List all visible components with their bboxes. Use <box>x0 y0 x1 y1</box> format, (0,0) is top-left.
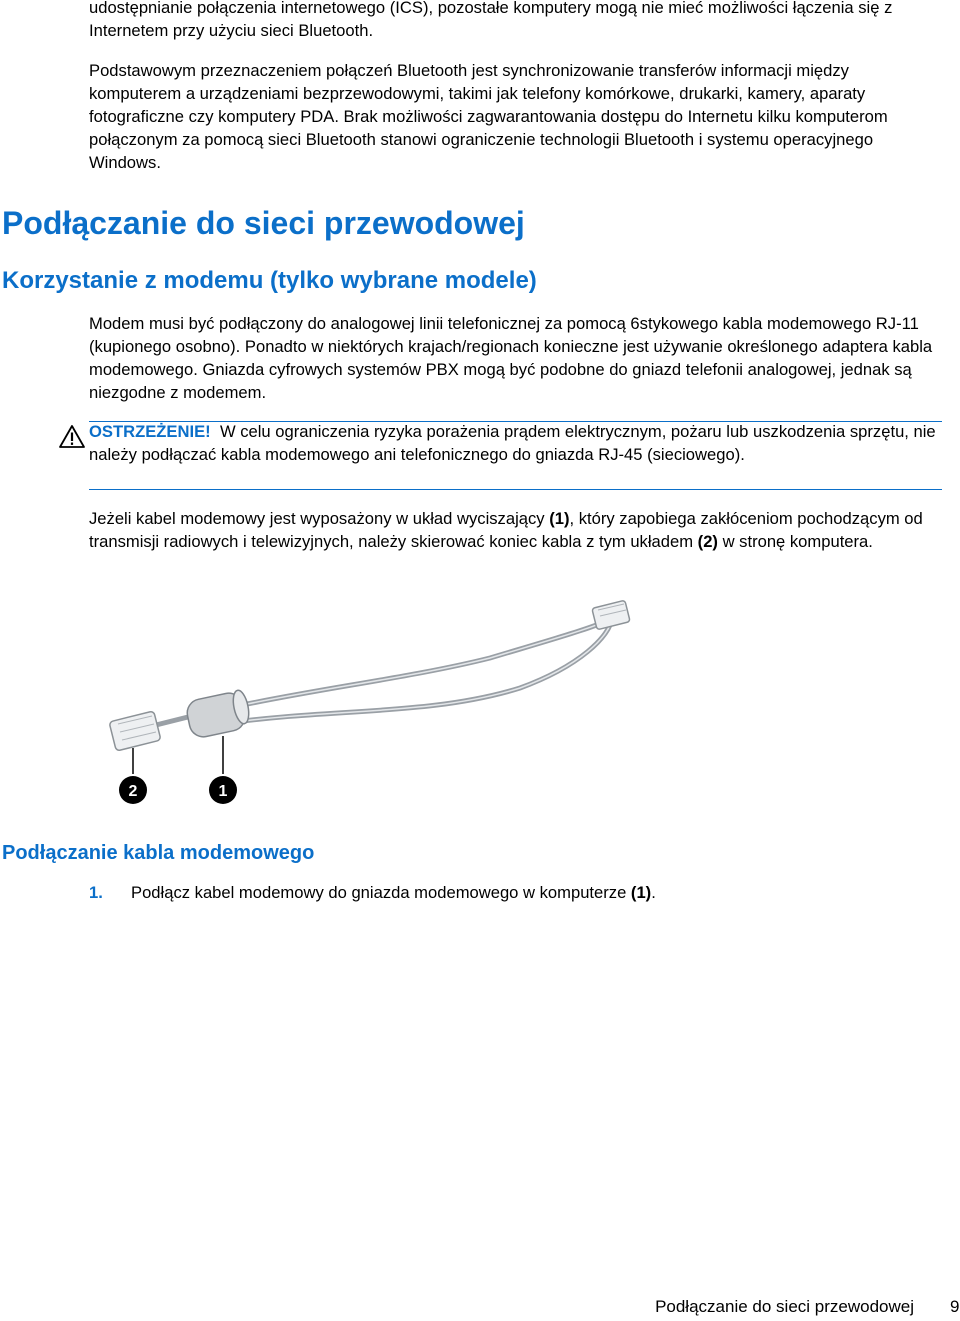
paragraph-noise-suppression <box>89 507 939 553</box>
paragraph-modem: Modem musi być podłączony do analogowej linii telefonicznej za pomocą 6stykowego kabla modemowego RJ-11 (kupionego osobno). Ponadto w niektórych krajach/regionach konieczne jest używanie określonego adaptera kabla modemowego. Gniazda cyfrowych systemów PBX mogą być podobne do gniazd telefonii analogowej, jednak są niezgodne z modemem. <box>89 314 933 402</box>
rj11-plug-left <box>109 711 161 751</box>
warning-triangle-icon <box>58 424 86 449</box>
step-ref: (1) <box>630 883 652 902</box>
noise-suppression-ferrite <box>185 689 252 739</box>
heading-modem: Korzystanie z modemu (tylko wybrane modele) <box>2 267 537 294</box>
suppression-text-3: w stronę komputera. <box>717 532 873 551</box>
suppression-text-1: Jeżeli kabel modemowy jest wyposażony w układ wyciszający <box>89 509 550 528</box>
modem-cable-illustration <box>100 596 660 810</box>
footer-section-title: Podłączanie do sieci przewodowej <box>655 1297 914 1316</box>
callout-2-label: 2 <box>128 783 138 800</box>
footer-page-number: 9 <box>950 1297 960 1316</box>
step-number: 1. <box>89 883 103 902</box>
warning-label: OSTRZEŻENIE! <box>89 422 211 441</box>
suppression-ref-2: (2) <box>697 532 718 551</box>
suppression-text-2: , który zapobiega zakłóceniom pochodzącym od transmisji radiowych i telewizyjnych, należy skierować koniec kabla z tym układem <box>89 509 923 551</box>
paragraph-bluetooth: Podstawowym przeznaczeniem połączeń Bluetooth jest synchronizowanie transferów informacji między komputerem a urządzeniami bezprzewodowymi, takimi jak telefony komórkowe, drukarki, kamery, aparaty fotograficzne czy komputery PDA. Brak możliwości zagwarantowania dostępu do Internetu kilku komputerom połączonym za pomocą sieci Bluetooth stanowi ograniczenie technologii Bluetooth i systemu operacyjnego Windows. <box>89 61 888 172</box>
warning-text: W celu ograniczenia ryzyka porażenia prądem elektrycznym, pożaru lub uszkodzenia sprzętu, nie należy podłączać kabla modemowego ani telefonicznego do gniazda RJ-45 (sieciowego). <box>89 422 936 464</box>
warning-block <box>89 420 942 466</box>
heading-wired-network: Podłączanie do sieci przewodowej <box>2 205 525 241</box>
suppression-ref-1: (1) <box>549 509 570 528</box>
rj11-plug-right <box>592 600 630 630</box>
callout-1-label: 1 <box>218 783 228 800</box>
paragraph-ics: udostępnianie połączenia internetowego (ICS), pozostałe komputery mogą nie mieć możliwości łączenia się z Internetem przy użyciu sieci Bluetooth. <box>89 0 893 40</box>
step-text <box>131 881 931 904</box>
step-text-main: Podłącz kabel modemowy do gniazda modemowego w komputerze <box>131 883 631 902</box>
warning-bottom-rule <box>89 489 942 490</box>
step-text-end: . <box>651 883 656 902</box>
heading-connect-cable: Podłączanie kabla modemowego <box>2 842 315 864</box>
